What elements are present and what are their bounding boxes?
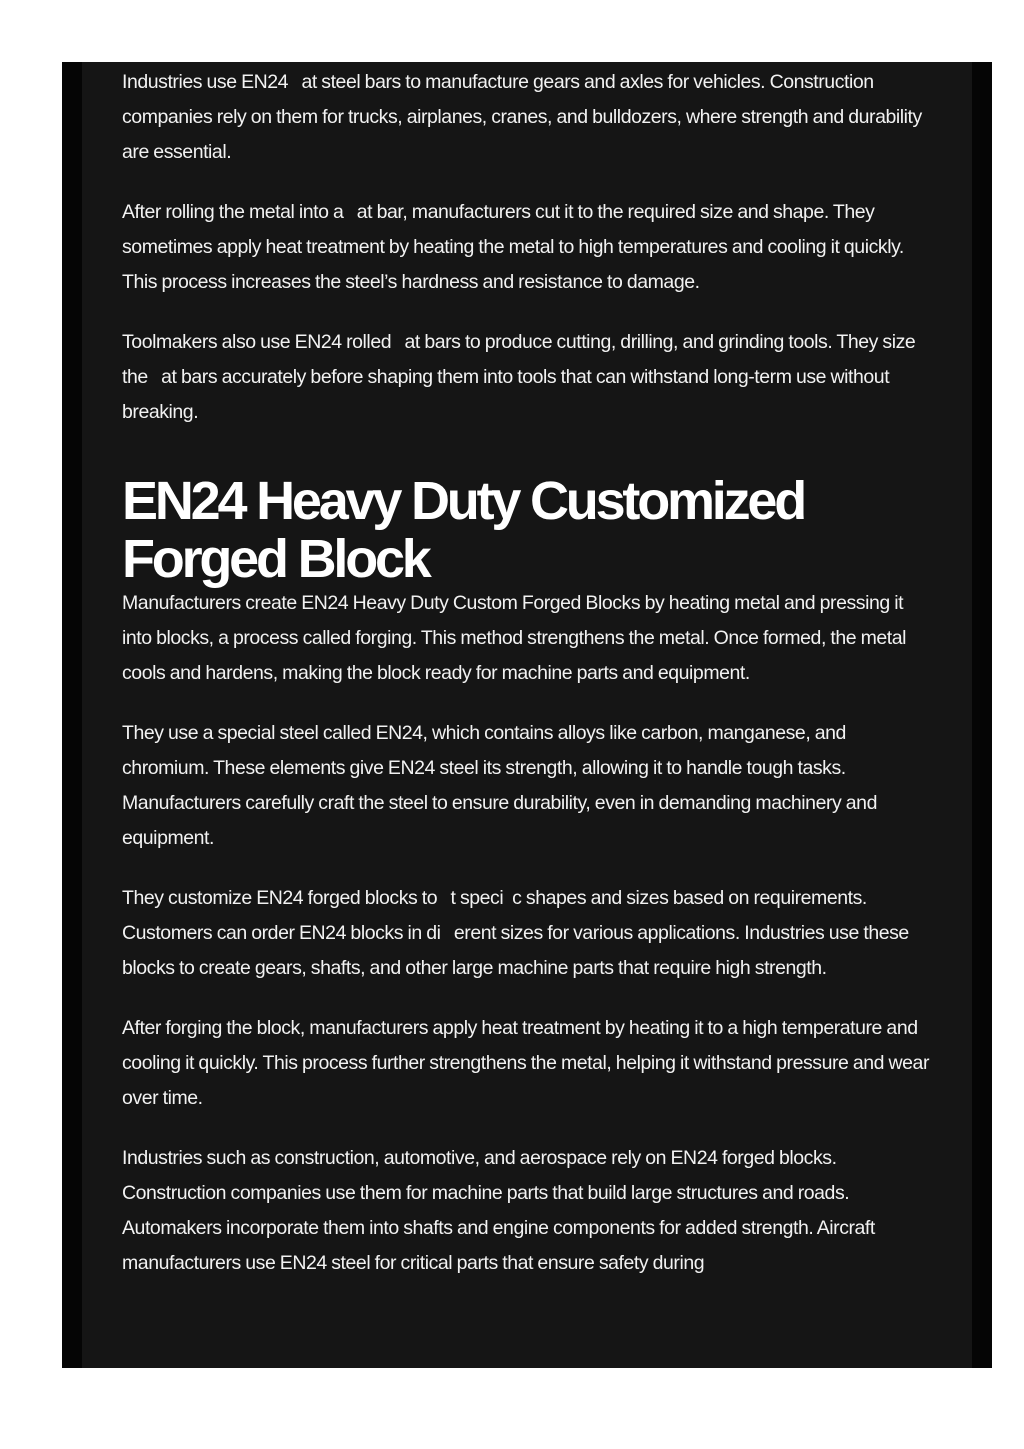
article-content	[122, 65, 934, 1306]
document-page	[62, 62, 992, 1368]
section-paragraph-3: They customize EN24 forged blocks to t speci c shapes and sizes based on requirements. Customers can order EN24 blocks in di erent sizes for various applications. Industries use these blocks to create gears, shafts, and other large machine parts that require high strength.	[122, 887, 909, 979]
page-edge-left	[62, 62, 82, 1368]
section-paragraph-2: They use a special steel called EN24, which contains alloys like carbon, manganese, and chromium. These elements give EN24 steel its strength, allowing it to handle tough tasks. Manufacturers carefully craft the steel to ensure durability, even in demanding machinery and equipment.	[122, 722, 877, 849]
intro-paragraph-3: Toolmakers also use EN24 rolled at bars to produce cutting, drilling, and grinding tools. They size the at bars accurately before shaping them into tools that can withstand long-term use without breaking.	[122, 331, 916, 423]
section-heading: EN24 Heavy Duty Customized Forged Block	[122, 471, 805, 589]
section-paragraph-4: After forging the block, manufacturers apply heat treatment by heating it to a high temperature and cooling it quickly. This process further strengthens the metal, helping it withstand pressure and wear over time.	[122, 1017, 929, 1109]
intro-paragraph-1: Industries use EN24 at steel bars to manufacture gears and axles for vehicles. Construction companies rely on them for trucks, airplanes, cranes, and bulldozers, where strength and durability are essential.	[122, 71, 922, 163]
section-paragraph-1: Manufacturers create EN24 Heavy Duty Custom Forged Blocks by heating metal and pressing it into blocks, a process called forging. This method strengthens the metal. Once formed, the metal cools and hardens, making the block ready for machine parts and equipment.	[122, 592, 907, 684]
intro-paragraph-2: After rolling the metal into a at bar, manufacturers cut it to the required size and shape. They sometimes apply heat treatment by heating the metal to high temperatures and cooling it quickly. This process increases the steel’s hardness and resistance to damage.	[122, 201, 904, 293]
page-edge-right	[972, 62, 992, 1368]
section-paragraph-5: Industries such as construction, automotive, and aerospace rely on EN24 forged blocks. Construction companies use them for machine parts that build large structures and roads. Automakers incorporate them into shafts and engine components for added strength. Aircraft manufacturers use EN24 steel for critical parts that ensure safety during	[122, 1147, 875, 1274]
